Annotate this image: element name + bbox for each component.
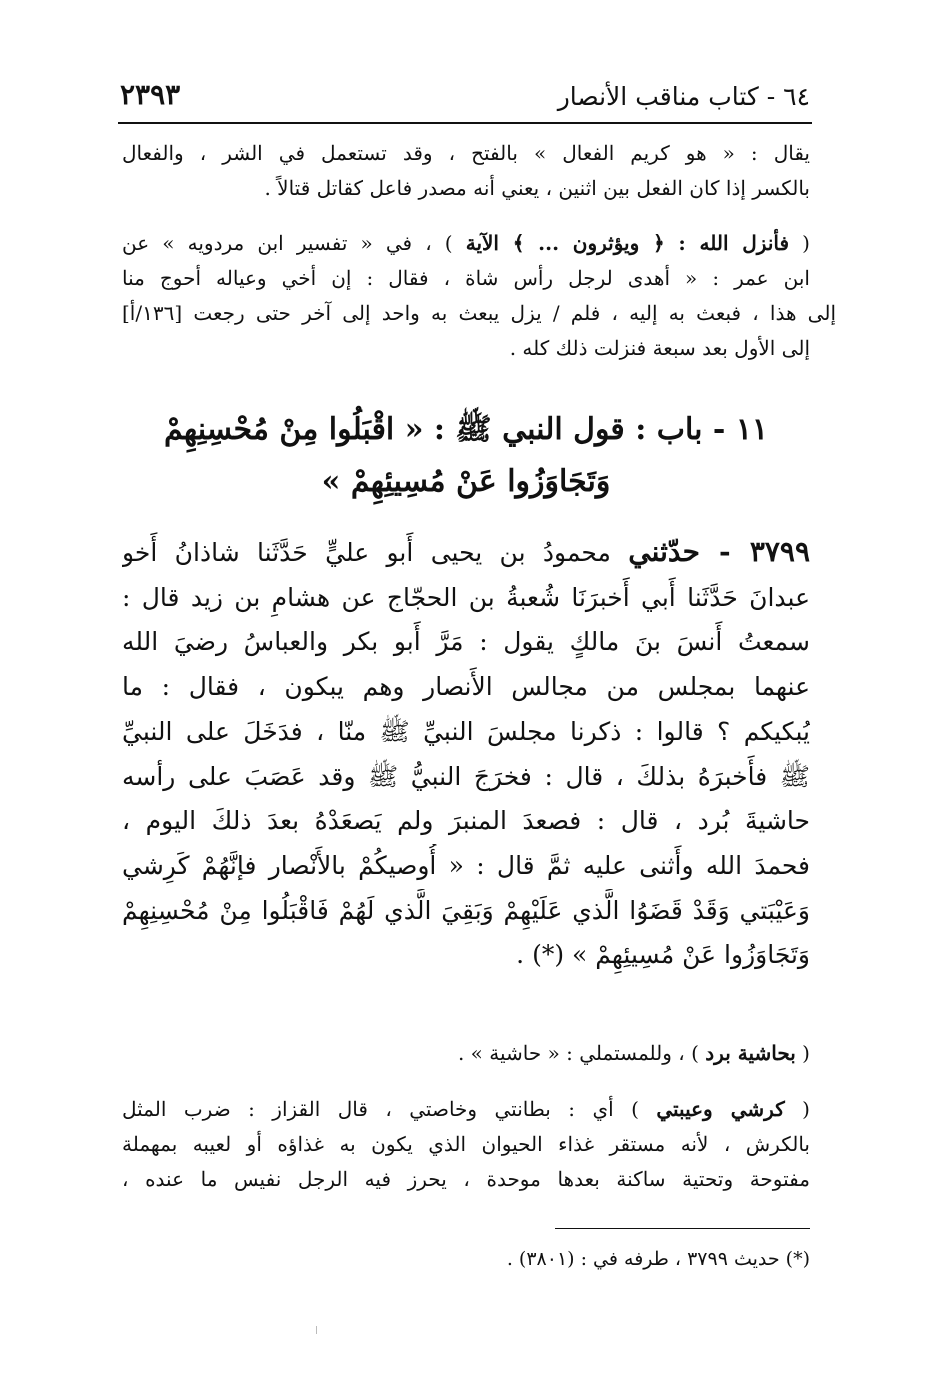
commentary-text: ) ، في « تفسير ابن مردويه » عن [122,231,466,255]
commentary-line [122,1036,810,1071]
commentary-line: بالكسر إذا كان الفعل بين اثنين ، يعني أنه مصدر فاعل كقاتل قتالاً . [264,176,810,200]
commentary-line: يقال : « هو كريم الفعال » بالفتح ، وقد تستعمل في الشر ، والفعال [122,141,810,165]
hadith-line: عنهما بمجلس من مجالس الأَنصار وهم يبكون ، فقال : ما [122,672,810,702]
commentary-line [122,1092,810,1127]
chapter-title-line: ١١ - باب : قول النبي ﷺ : « اقْبَلُوا مِنْ مُحْسِنِهِمْ [163,412,769,447]
commentary-burd [122,1036,810,1071]
footnote: (*) حديث ٣٧٩٩ ، طرفه في : (٣٨٠١) . [506,1248,810,1270]
paren-open: ( [784,1097,810,1121]
hadith-text [122,530,810,978]
commentary-line [122,226,810,261]
commentary-line: إلى هذا ، فبعث به إليه ، فلم / يزل يبعث به واحد إلى آخر حتى رجعت [١٣٦/أ] [122,301,836,325]
footnote-divider [555,1228,810,1229]
commentary-text: ) ، وللمستملي : « حاشية » . [457,1041,706,1065]
paren-open: ( [789,231,810,255]
hadith-number: ٣٧٩٩ - حدّثني [628,535,810,568]
commentary-line: بالكرش ، لأنه مستقر غذاء الحيوان الذي يكون به غذاؤه أو لعيبه بمهملة [122,1132,810,1156]
commentary-keyword: بحاشية برد [705,1041,796,1065]
hadith-line: حاشيةَ بُرد ، قال : فصعدَ المنبرَ ولم يَصعَدْهُ بعدَ ذلكَ اليوم ، [122,806,810,836]
hadith-line: وَتَجَاوَزُوا عَنْ مُسِيئِهِمْ » (*) . [516,940,810,970]
hadith-line [122,530,810,576]
commentary-keyword: فأنزل الله : ﴿ ويؤثرون ... ﴾ الآية [465,231,790,255]
scan-mark [316,1326,317,1334]
commentary-fiaal [122,136,810,206]
chapter-title [122,404,810,508]
commentary-line: إلى الأول بعد سبعة فنزلت ذلك كله . [509,336,810,360]
chapter-heading: ٦٤ - كتاب مناقب الأنصار [557,82,810,111]
page-number: ٢٣٩٣ [120,78,181,111]
hadith-text-segment: محمودُ بن يحيى أَبو عليٍّ حَدَّثَنا شاذانُ أَخو [122,538,629,567]
hadith-line: عبدانَ حَدَّثَنا أَبي أَخبرَنَا شُعبةُ بن الحجّاج عن هشامِ بن زيد قال : [122,582,810,612]
hadith-line: ﷺ فأَخبرَهُ بذلكَ ، قال : فخرَجَ النبيُّ ﷺ وقد عَصَبَ على رأسه [122,761,810,791]
chapter-title-line: وَتَجَاوَزُوا عَنْ مُسِيئِهِمْ » [321,464,611,499]
commentary-line: ابن عمر : « أهدى لرجل رأس شاة ، فقال : إن أخي وعياله أحوج منا [122,266,810,290]
commentary-ayah [122,226,836,366]
paren-open: ( [795,1041,810,1065]
hadith-line: سمعتُ أَنسَ بنَ مالكٍ يقول : مَرَّ أَبو بكر والعباسُ رضيَ الله [122,627,810,657]
commentary-karish [122,1092,810,1197]
hadith-line: يُبكيكم ؟ قالوا : ذكرنا مجلسَ النبيِّ ﷺ منّا ، فدَخَلَ على النبيِّ [122,716,810,746]
hadith-line: فحمدَ الله وأَثنى عليه ثمَّ قال : « أُوصيكُمْ بالأَنْصار فإنَّهُمْ كَرِشي [122,850,810,880]
commentary-text: ) أي : بطانتي وخاصتي ، قال القزاز : ضرب المثل [122,1097,657,1121]
page-header [120,78,810,118]
hadith-line: وَعَيْبَتي وَقَدْ قَضَوُا الَّذي عَلَيْهِمْ وَبَقِيَ الَّذي لَهُمْ فَاقْبَلُوا مِنْ مُحْسِنِهِمْ [122,895,810,925]
commentary-keyword: كرشي وعيبتي [656,1097,785,1121]
commentary-line: مفتوحة وتحتية ساكنة بعدها موحدة ، يحرز فيه الرجل نفيس ما عنده ، [122,1167,810,1191]
header-divider [118,122,812,124]
